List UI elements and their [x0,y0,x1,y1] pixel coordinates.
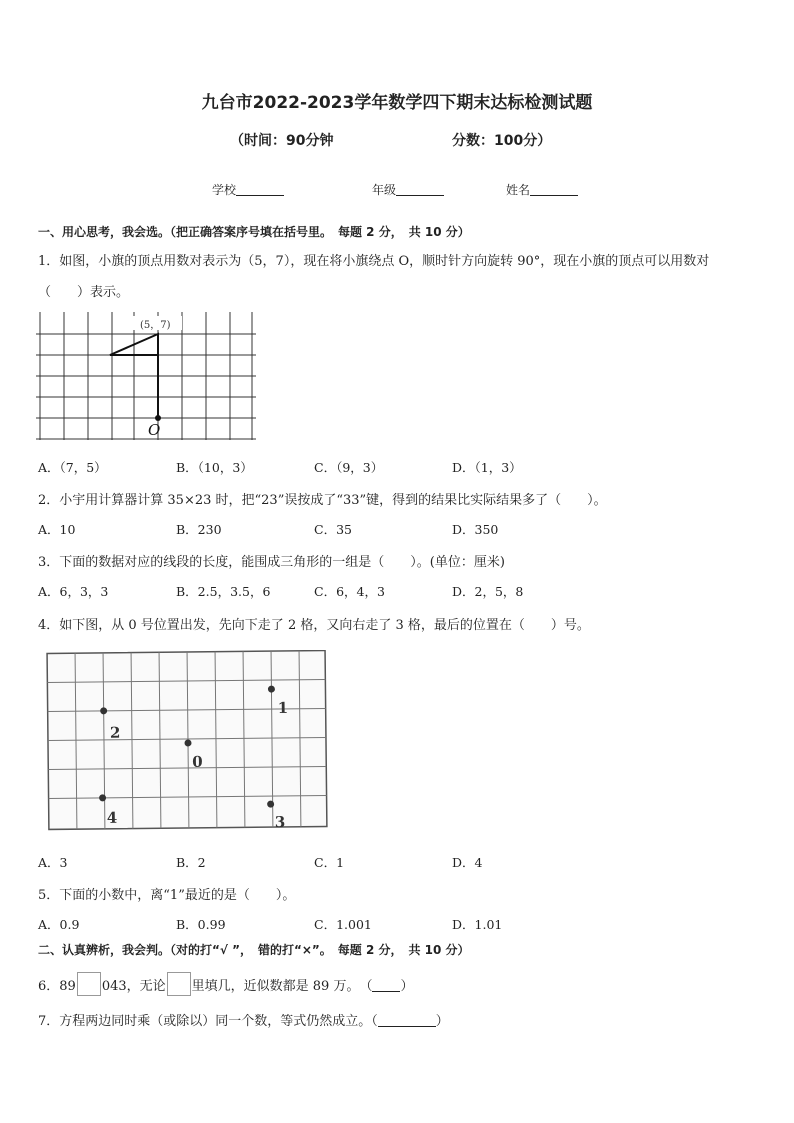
q6-text-3: 里填几，近似数都是 89 万。 （ [191,979,373,994]
question-3: 3．下面的数据对应的线段的长度，能围成三角形的一组是（ ）。(单位：厘米) [38,555,505,570]
position-grid-figure [40,650,332,834]
grid-label-3: 3 [274,812,286,832]
school-blank[interactable] [236,182,284,196]
q6-digit-box-2[interactable] [167,972,191,996]
q4-option-d[interactable]: D．4 [452,855,483,870]
flag-vertex-label: (5，7) [140,320,171,331]
school-label: 学校 [212,183,237,197]
q2-option-b[interactable]: B．230 [176,522,222,537]
name-blank[interactable] [530,182,578,196]
origin-label: O [148,421,161,439]
q5-option-a[interactable]: A．0.9 [38,917,80,932]
q6-text-1: 6．89 [38,979,76,994]
flag-grid-figure [36,312,258,442]
name-field[interactable] [506,181,578,198]
q3-option-b[interactable]: B．2.5，3.5，6 [176,584,271,599]
q1-option-c[interactable]: C．（9，3） [314,460,384,475]
question-1-line-1: 1．如图，小旗的顶点用数对表示为（5，7），现在将小旗绕点 O，顺时针方向旋转 90°，现在小旗的顶点可以用数对 [38,254,710,269]
time-info: （时间：90分钟 [230,133,334,149]
grade-field[interactable] [372,181,444,198]
grid-label-4: 4 [106,808,118,827]
section-2-title: 二、认真辨析，我会判。（对的打“√ ”， 错的打“×”。 每题 2 分， 共 10 分） [38,943,470,957]
question-1-line-2: （ ）表示。 [38,285,130,300]
q7-text-end: ） [435,1014,449,1029]
q3-option-c[interactable]: C．6，4，3 [314,584,385,599]
q4-option-b[interactable]: B．2 [176,855,206,870]
section-1-title: 一、用心思考，我会选。（把正确答案序号填在括号里。 每题 2 分， 共 10 分） [38,225,470,239]
grid-label-1: 1 [277,698,289,718]
question-7 [38,1010,449,1029]
q1-option-d[interactable]: D．（1，3） [452,460,522,475]
q4-option-a[interactable]: A．3 [38,855,68,870]
question-4: 4．如下图，从 0 号位置出发，先向下走了 2 格，又向右走了 3 格，最后的位置在（ ）号。 [38,618,590,633]
q5-option-d[interactable]: D．1.01 [452,917,503,932]
q2-option-d[interactable]: D．350 [452,522,499,537]
q7-text: 7．方程两边同时乘（或除以）同一个数，等式仍然成立。（ [38,1014,378,1029]
q6-answer-blank[interactable] [372,979,400,992]
school-field[interactable] [212,181,284,198]
grid-label-2: 2 [109,723,121,742]
q3-option-a[interactable]: A．6，3，3 [38,584,109,599]
question-2: 2．小宇用计算器计算 35×23 时，把“23”误按成了“33”键，得到的结果比实际结果多了（ ）。 [38,493,607,508]
page-title: 九台市2022-2023学年数学四下期末达标检测试题 [201,93,593,113]
q2-option-a[interactable]: A．10 [38,522,76,537]
grade-label: 年级 [372,183,397,197]
question-5: 5．下面的小数中，离“1”最近的是（ ）。 [38,888,296,903]
q6-digit-box-1[interactable] [77,972,101,996]
grade-blank[interactable] [396,182,444,196]
q6-text-4: ） [400,979,414,994]
question-6 [38,972,413,996]
q5-option-b[interactable]: B．0.99 [176,917,226,932]
q7-answer-blank[interactable] [378,1014,436,1027]
q1-option-a[interactable]: A．（7，5） [38,460,107,475]
score-info: 分数：100分） [452,133,552,149]
q4-option-c[interactable]: C．1 [314,855,345,870]
q1-option-b[interactable]: B．（10，3） [176,460,253,475]
grid-label-0: 0 [192,752,203,771]
q6-text-2: 043，无论 [101,979,166,994]
q2-option-c[interactable]: C．35 [314,522,352,537]
q3-option-d[interactable]: D．2，5，8 [452,584,524,599]
name-label: 姓名 [506,183,531,197]
q5-option-c[interactable]: C．1.001 [314,917,372,932]
